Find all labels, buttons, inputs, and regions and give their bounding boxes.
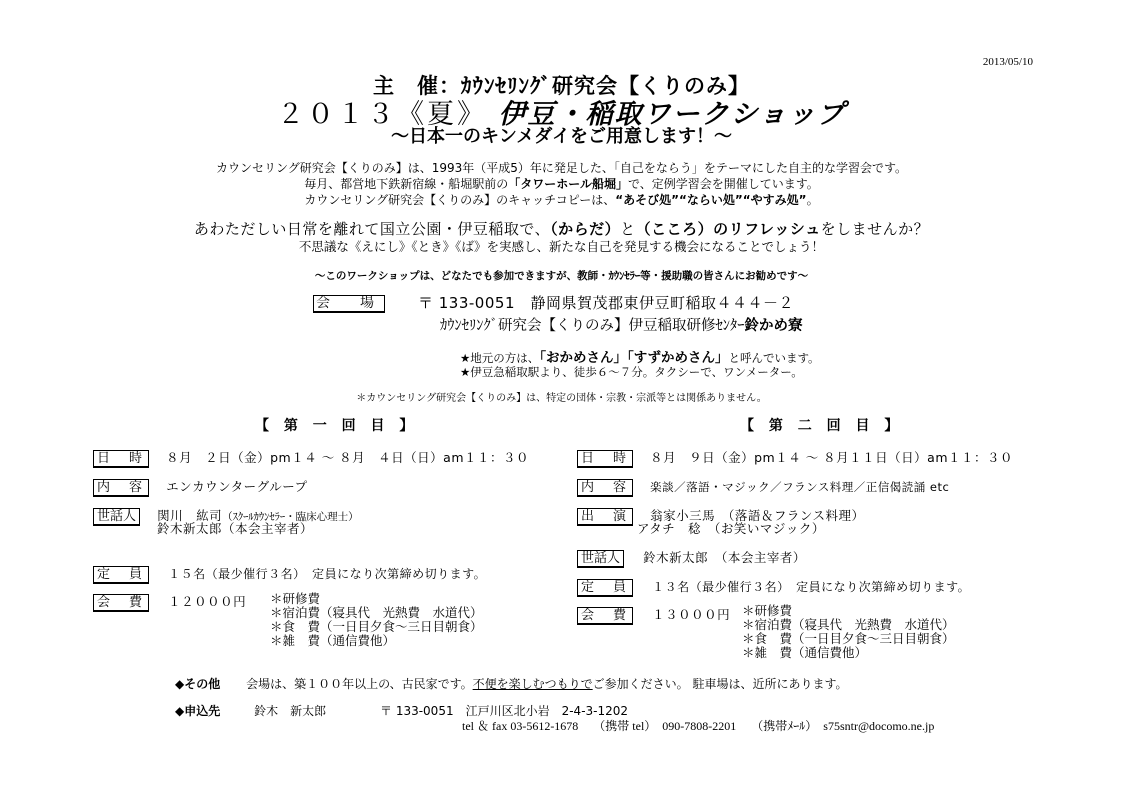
lead-line-2: 不思議な《えにし》《とき》《ば》を実感し、新たな自己を発見する機会になることでしょう！: [298, 239, 825, 254]
other-text-underline: 不便を楽しむつもりで: [472, 677, 593, 691]
venue-note-1-post: と呼んでいます。: [728, 351, 820, 365]
apply-address: 〒 133-0051 江戸川区北小岩 2-4-3-1202: [380, 704, 629, 718]
apply-info: [175, 702, 326, 719]
performer-1: 翁家小三馬 （落語＆フランス料理）: [650, 508, 865, 523]
fee-item: ＊食 費（一日目夕食～三日目朝食）: [742, 631, 955, 646]
session-2-content: [577, 476, 949, 497]
session-1-content: [93, 476, 308, 497]
facility-nickname: 鈴かめ寮: [744, 318, 803, 334]
session-1-title: 【 第 一 回 目 】: [255, 418, 419, 434]
lead-text-c: と: [620, 220, 636, 238]
session-1-content-value: エンカウンターグループ: [166, 479, 308, 494]
staff-label: 世話人: [93, 508, 140, 526]
disclaimer: ＊カウンセリング研究会【くりのみ】は、特定の団体・宗教・宗派等とは関係ありません。: [356, 393, 767, 404]
content-label: 内 容: [577, 479, 633, 497]
performer-2: アタチ 稔 （お笑いマジック）: [637, 521, 825, 536]
fee-item: ＊食 費（一日目夕食～三日目朝食）: [270, 619, 483, 634]
document-date: 2013/05/10: [982, 56, 1033, 68]
lead-line-1: [0, 218, 1123, 239]
session-2-fee: [577, 604, 730, 625]
apply-label: ◆申込先: [175, 704, 221, 718]
session-1-staff-2: 鈴木新太郎（本会主宰者）: [157, 521, 314, 536]
session-2-date: [577, 447, 1013, 468]
title-main: 伊豆・稲取ワークショップ: [498, 99, 847, 130]
capacity-label: 定 員: [577, 579, 633, 597]
session-1-capacity-value: １５名（最少催行３名） 定員になり次第締め切ります。: [168, 567, 487, 581]
session-1-fee: [93, 591, 246, 612]
fee-label: 会 費: [577, 607, 633, 625]
fee-item: ＊宿泊費（寝具代 光熱費 水道代）: [742, 617, 955, 632]
lead-text-a: あわただしい日常を離れて国立公園・伊豆稲取で、: [193, 220, 551, 238]
staff-1-name: 関川 紘司: [157, 508, 223, 523]
venue-address: 〒 133-0051 静岡県賀茂郡東伊豆町稲取４４４－２: [418, 294, 794, 312]
session-1-capacity: [93, 563, 486, 584]
catch-copy: “あそび処”“ならい処”“やすみ処”: [615, 193, 807, 207]
intro-line-2: [0, 176, 1123, 192]
session-2-title: 【 第 二 回 目 】: [740, 418, 904, 434]
date-label: 日 時: [577, 450, 633, 468]
session-1-date-value: ８月 ２日（金）pm１４ ～ ８月 ４日（日）am１１：３０: [166, 450, 530, 465]
other-text-a: 会場は、築１００年以上の、古民家です。: [246, 677, 473, 691]
session-2-staff-value: 鈴木新太郎 （本会主宰者）: [643, 550, 806, 565]
date-label: 日 時: [93, 450, 149, 468]
venue-nicknames: 「おかめさん」「すずかめさん」: [539, 350, 729, 366]
fee-item: ＊雑 費（通信費他）: [270, 633, 396, 648]
audience-note: ～このワークショップは、どなたでも参加できますが、教師・ｶｳﾝｾﾗｰ等・援助職の皆さんにお勧めです～: [314, 270, 809, 282]
fee-item: ＊研修費: [742, 603, 793, 618]
fee-item: ＊雑 費（通信費他）: [742, 645, 868, 660]
lead-kokoro: （こころ）: [635, 220, 714, 238]
content-label: 内 容: [93, 479, 149, 497]
lead-text-f: をしませんか？: [820, 220, 930, 238]
intro-line-1: カウンセリング研究会【くりのみ】は、1993年（平成5）年に発足した、「自己をならう」をテーマにした自主的な学習会です。: [216, 161, 907, 175]
intro-line-3-post: 。: [806, 193, 819, 207]
session-2-fee-value: １３０００円: [652, 607, 731, 622]
host-line: 主 催：ｶｳﾝｾﾘﾝｸﾞ研究会【くりのみ】: [373, 74, 750, 98]
intro-line-3-pre: カウンセリング研究会【くりのみ】のキャッチコピーは、: [304, 193, 616, 207]
session-2-date-value: ８月 ９日（金）pm１４ ～ ８月１１日（日）am１１：３０: [650, 450, 1014, 465]
session-1-date: [93, 447, 529, 468]
lead-refresh: のリフレッシュ: [713, 220, 821, 238]
staff-1-role: （ｽｸｰﾙｶｳﾝｾﾗｰ・臨床心理士）: [222, 511, 359, 523]
other-label: ◆その他: [175, 677, 221, 691]
event-subtitle: ～日本一のキンメダイをご用意します！～: [391, 126, 732, 147]
venue-note-2: ★伊豆急稲取駅より、徒歩６～７分。タクシーで、ワンメーター。: [460, 365, 803, 379]
venue-facility: [440, 314, 803, 335]
performers-label: 出 演: [577, 508, 633, 526]
venue-label: 会 場: [313, 295, 385, 313]
session-2-content-value: 楽談／落語・マジック／フランス料理／正信偈読誦 etc: [650, 480, 950, 494]
session-2-staff: [577, 547, 806, 568]
apply-name: 鈴木 新太郎: [254, 704, 327, 718]
intro-line-3: [0, 192, 1123, 208]
staff-label: 世話人: [577, 550, 624, 568]
facility-name: ｶｳﾝｾﾘﾝｸﾞ研究会【くりのみ】伊豆稲取研修ｾﾝﾀｰ: [440, 318, 745, 334]
other-info: [175, 675, 848, 692]
session-1-fee-items: [270, 592, 483, 648]
other-text-c: ご参加ください。 駐車場は、近所にあります。: [592, 677, 848, 691]
intro-line-2-pre: 毎月、都営地下鉄新宿線・船堀駅前の: [304, 177, 509, 191]
apply-contact: tel ＆ fax 03-5612-1678 （携帯 tel） 090-7808-2201 （携帯ﾒｰﾙ） s75sntr@docomo.ne.jp: [462, 719, 935, 733]
intro-venue-name: 「タワーホール船堀」: [508, 177, 628, 191]
session-1-fee-value: １２０００円: [168, 594, 247, 609]
capacity-label: 定 員: [93, 566, 149, 584]
intro-line-2-post: で、定例学習会を開催しています。: [627, 177, 819, 191]
fee-item: ＊研修費: [270, 591, 321, 606]
session-2-capacity-value: １３名（最少催行３名） 定員になり次第締め切ります。: [652, 580, 971, 594]
venue-note-1-pre: ★地元の方は、: [460, 351, 540, 365]
session-2-capacity: [577, 576, 970, 597]
fee-item: ＊宿泊費（寝具代 光熱費 水道代）: [270, 605, 483, 620]
lead-karada: （からだ）: [550, 220, 621, 238]
session-2-fee-items: [742, 604, 955, 660]
fee-label: 会 費: [93, 594, 149, 612]
title-year: ２０１３《夏》: [276, 99, 487, 130]
venue-note-1: [460, 346, 820, 366]
